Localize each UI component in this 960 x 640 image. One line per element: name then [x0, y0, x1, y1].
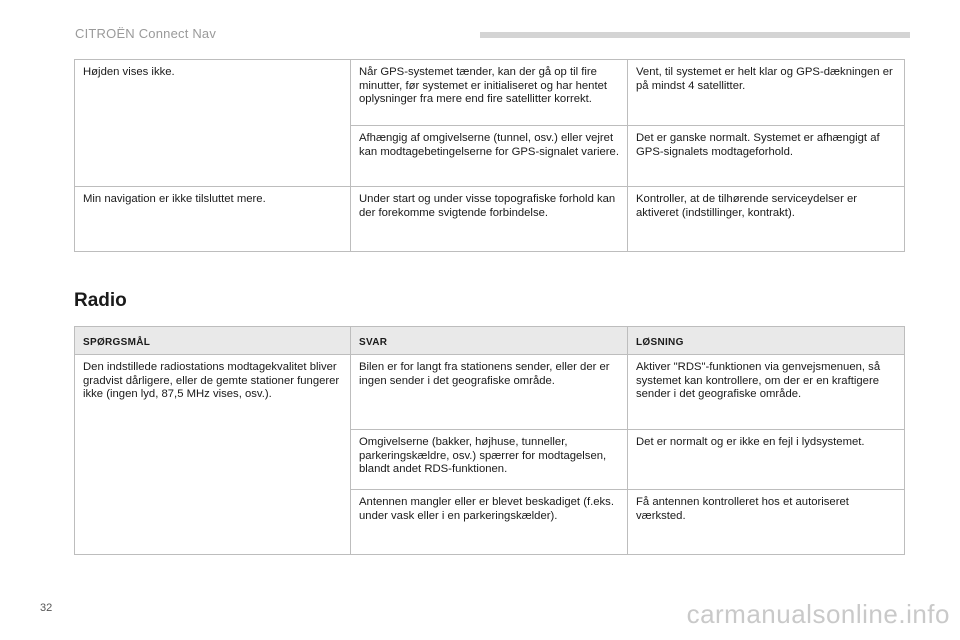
solution-cell: Det er ganske normalt. Systemet er afhængigt af GPS-signalets modtageforhold. — [628, 126, 905, 187]
solution-cell: Vent, til systemet er helt klar og GPS-dækningen er på mindst 4 satellitter. — [628, 60, 905, 126]
question-cell: Den indstillede radiostations modtagekvalitet bliver gradvist dårligere, eller de gemte stationer fungerer ikke (ingen lyd, 87,5 MHz vises, osv.). — [75, 355, 351, 555]
table-row — [75, 187, 905, 252]
question-cell: Højden vises ikke. — [75, 60, 351, 187]
answer-cell: Omgivelserne (bakker, højhuse, tunneller, parkeringskældre, osv.) spærrer for modtagelsen, blandt andet RDS-funktionen. — [351, 430, 628, 490]
table-row — [75, 355, 905, 430]
gps-troubleshooting-table — [74, 59, 905, 252]
solution-cell: Aktiver "RDS"-funktionen via genvejsmenuen, så systemet kan kontrollere, om der er en kraftigere sender i det geografiske område. — [628, 355, 905, 430]
radio-troubleshooting-table — [74, 326, 905, 555]
answer-cell: Bilen er for langt fra stationens sender, eller der er ingen sender i det geografiske område. — [351, 355, 628, 430]
section-title-radio: Radio — [74, 290, 127, 311]
page-header-title: CITROËN Connect Nav — [75, 26, 217, 41]
column-header-solution: LØSNING — [628, 327, 905, 355]
question-cell: Min navigation er ikke tilsluttet mere. — [75, 187, 351, 252]
table-header-row — [75, 327, 905, 355]
watermark: carmanualsonline.info — [686, 599, 950, 629]
page-number: 32 — [40, 602, 53, 614]
solution-cell: Få antennen kontrolleret hos et autoriseret værksted. — [628, 490, 905, 555]
solution-cell: Det er normalt og er ikke en fejl i lydsystemet. — [628, 430, 905, 490]
column-header-answer: SVAR — [351, 327, 628, 355]
answer-cell: Under start og under visse topografiske forhold kan der forekomme svigtende forbindelse. — [351, 187, 628, 252]
column-header-question: SPØRGSMÅL — [75, 327, 351, 355]
header-bar — [480, 32, 910, 38]
answer-cell: Når GPS-systemet tænder, kan der gå op til fire minutter, før systemet er initialiseret og har hentet oplysninger fra mere end fire satellitter korrekt. — [351, 60, 628, 126]
answer-cell: Antennen mangler eller er blevet beskadiget (f.eks. under vask eller i en parkeringskælder). — [351, 490, 628, 555]
answer-cell: Afhængig af omgivelserne (tunnel, osv.) eller vejret kan modtagebetingelserne for GPS-signalet variere. — [351, 126, 628, 187]
solution-cell: Kontroller, at de tilhørende serviceydelser er aktiveret (indstillinger, kontrakt). — [628, 187, 905, 252]
table-row — [75, 60, 905, 126]
